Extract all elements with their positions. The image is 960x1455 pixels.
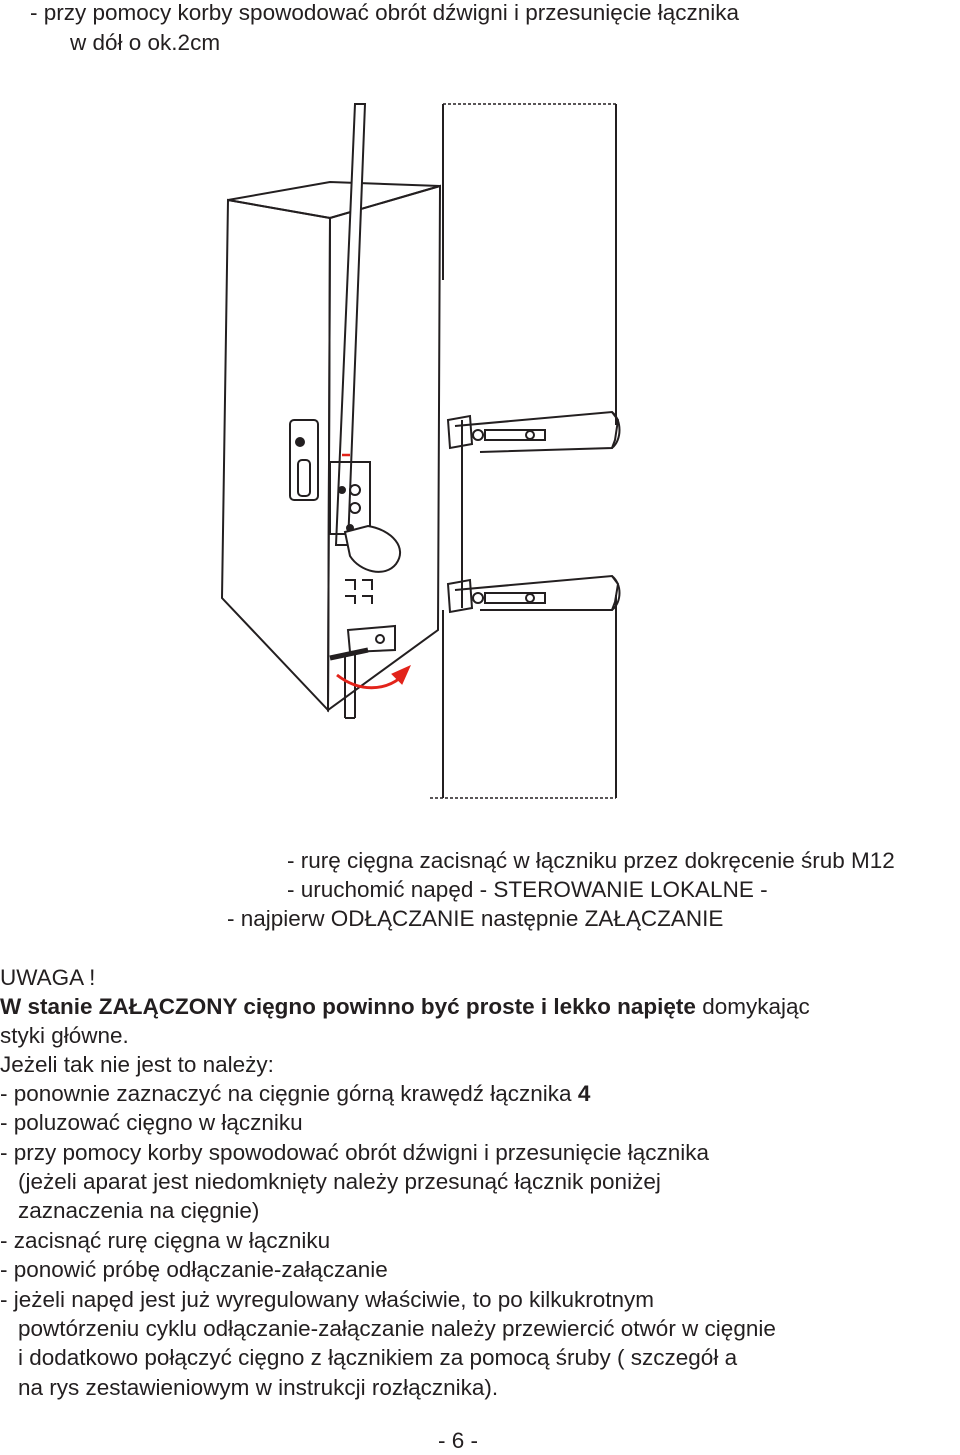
procedure-item-5: - ponowić próbę odłączanie-załączanie [0, 1257, 388, 1282]
page-number: - 6 - [438, 1428, 479, 1453]
step-sequence: - najpierw ODŁĄCZANIE następnie ZAŁĄCZANIE [227, 906, 724, 931]
warning-heading: UWAGA ! [0, 965, 96, 990]
procedure-item-4: - zacisnąć rurę cięgna w łączniku [0, 1228, 331, 1253]
procedure-item-6-line2: powtórzeniu cyklu odłączanie-załączanie należy przewiercić otwór w cięgnie [18, 1316, 776, 1341]
procedure-item-1-text: - ponownie zaznaczyć na cięgnie górną krawędź łącznika [0, 1081, 578, 1106]
lower-clamp [448, 576, 620, 612]
top-step-line2: w dół o ok.2cm [70, 30, 221, 55]
warning-line1 [0, 994, 810, 1020]
step-clamp-rod: - rurę cięgna zacisnąć w łączniku przez dokręcenie śrub M12 [287, 848, 895, 873]
warning-normal-text: domykając [695, 994, 810, 1019]
warning-bold-text: W stanie ZAŁĄCZONY cięgno powinno być proste i lekko napięte [0, 994, 696, 1019]
crank [330, 626, 395, 658]
drive-cabinet [222, 182, 440, 710]
top-step-line1: - przy pomocy korby spowodować obrót dźwigni i przesunięcie łącznika [30, 0, 740, 25]
procedure-item-3-line1: - przy pomocy korby spowodować obrót dźwigni i przesunięcie łącznika [0, 1140, 710, 1165]
drive-mounting-figure [0, 90, 960, 810]
step-start-drive: - uruchomić napęd - STEROWANIE LOKALNE - [287, 877, 768, 902]
procedure-item-6-line4: na rys zestawieniowym w instrukcji rozłącznika). [18, 1375, 499, 1400]
procedure-intro: Jeżeli tak nie jest to należy: [0, 1052, 274, 1077]
procedure-item-6-line1: - jeżeli napęd jest już wyregulowany właściwie, to po kilkukrotnym [0, 1287, 655, 1312]
procedure-item-2: - poluzować cięgno w łączniku [0, 1110, 303, 1135]
procedure-item-1 [0, 1081, 590, 1107]
procedure-item-6-line3: i dodatkowo połączyć cięgno z łącznikiem za pomocą śruby ( szczegół a [18, 1345, 738, 1370]
procedure-item-3-line2: (jeżeli aparat jest niedomknięty należy przesunąć łącznik poniżej [18, 1169, 661, 1194]
rod [336, 104, 365, 718]
procedure-item-3-line3: zaznaczenia na cięgnie) [18, 1198, 260, 1223]
warning-line2: styki główne. [0, 1023, 129, 1048]
procedure-item-1-number: 4 [577, 1081, 591, 1106]
